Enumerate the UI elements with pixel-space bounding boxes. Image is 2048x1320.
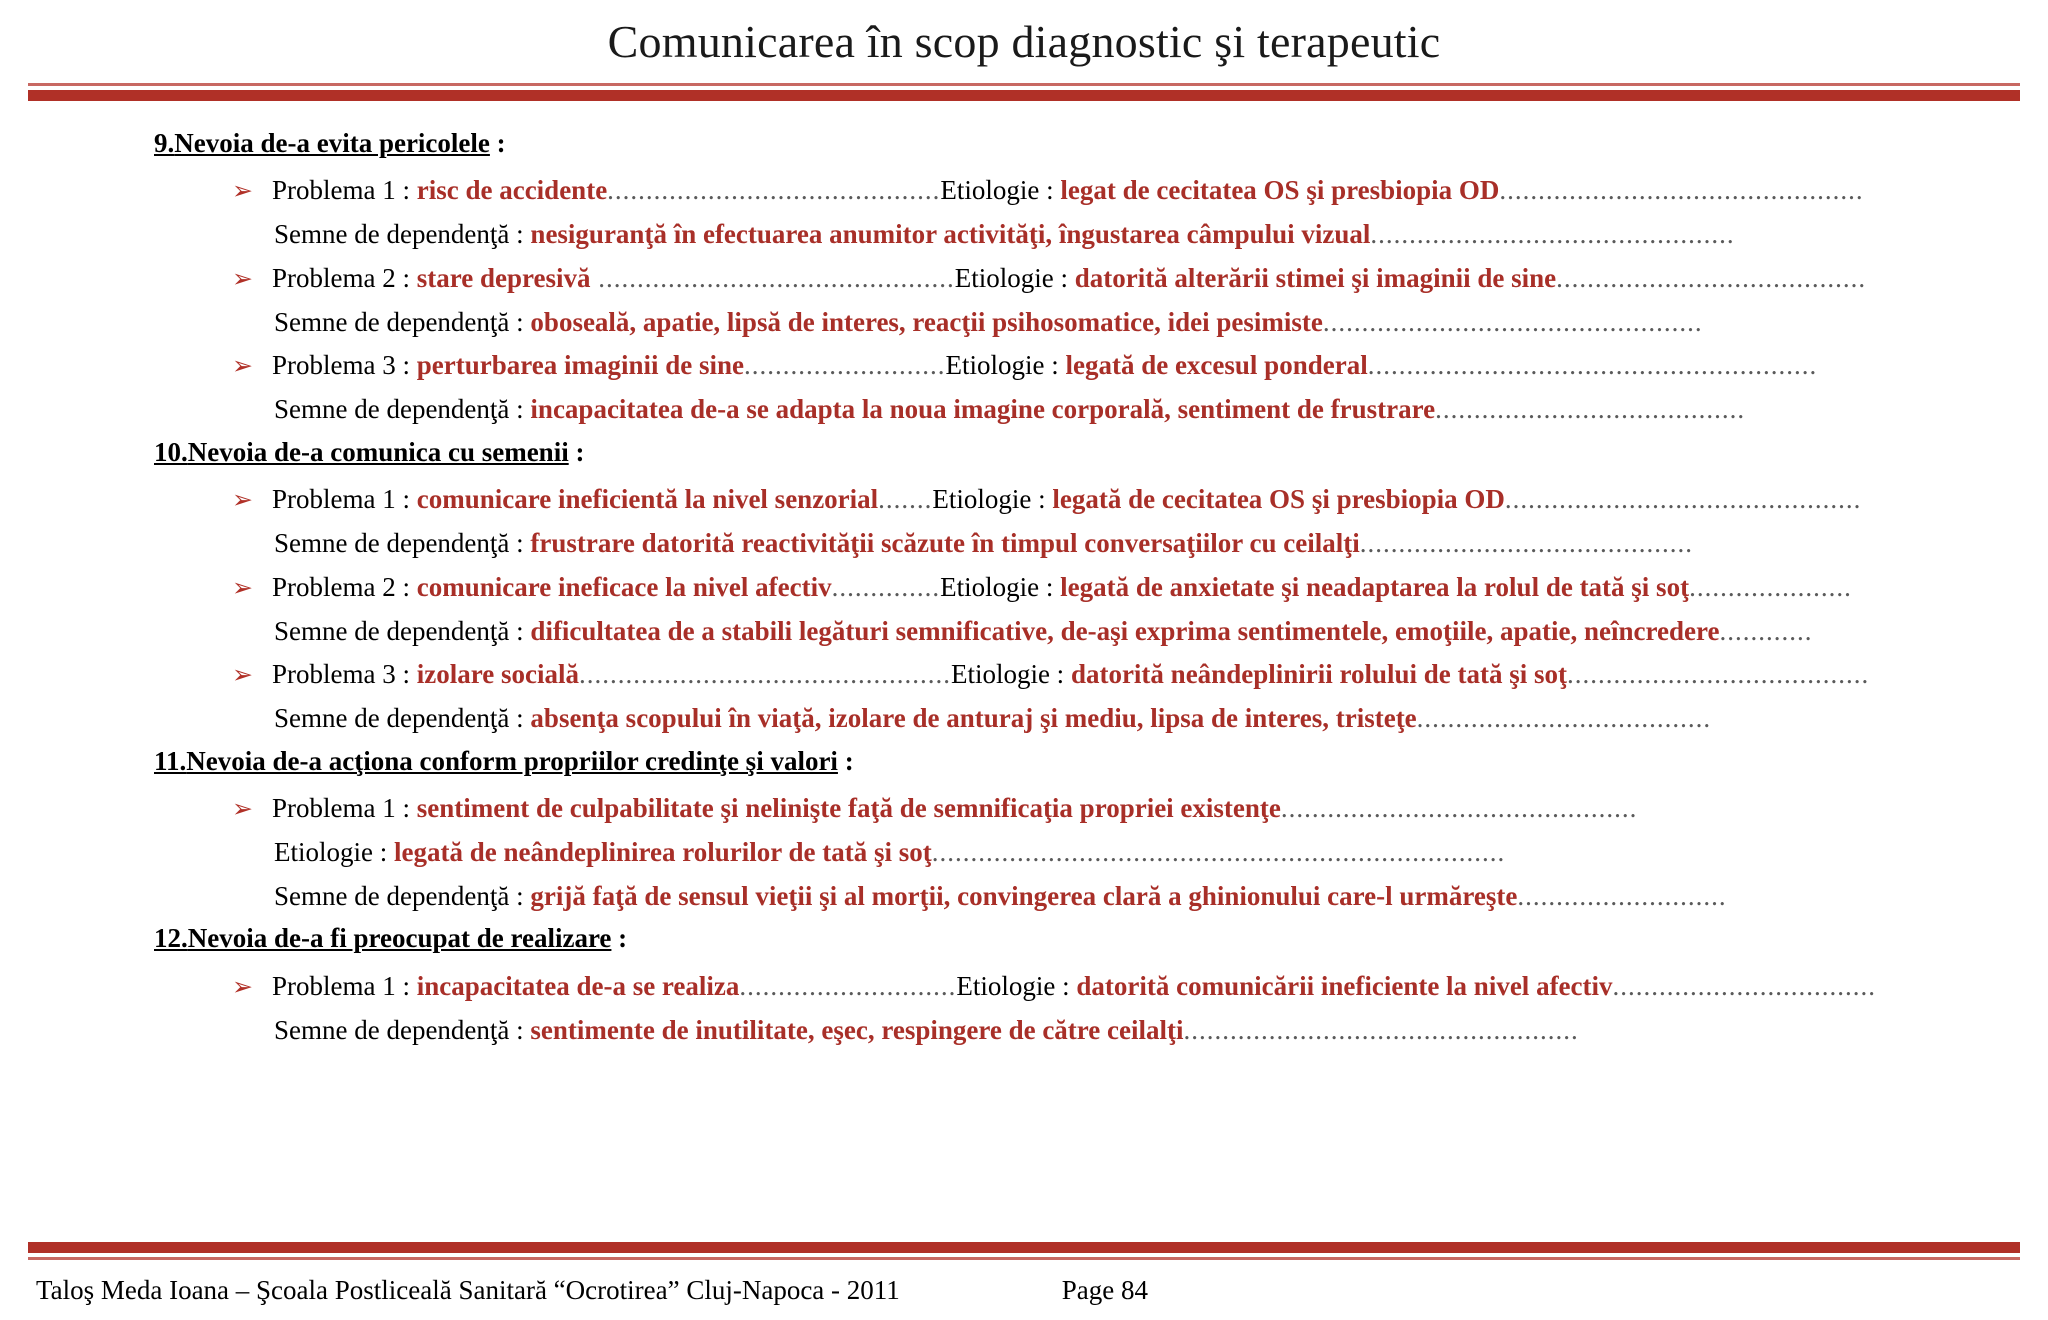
semne-label: Semne de dependenţă : [274,702,531,733]
problem-line [36,478,2012,522]
need-heading-title: Nevoia de-a evita pericolele [174,127,490,158]
problem-label: Problema 3 : [272,659,417,690]
header-divider [28,83,2020,101]
footer-divider [28,1242,2020,1260]
semne-dependenta-line [36,388,2012,432]
header-divider-thick-bar [28,90,2020,101]
dot-leader: ....................................... [1566,659,1870,690]
need-heading-number: 10. [154,436,188,467]
problem-value: perturbarea imaginii de sine [416,350,744,381]
dot-leader: .............................................. [1504,484,1862,515]
problem-line [36,257,2012,301]
dot-leader: .............................................. [1280,793,1638,824]
semne-value: nesiguranţă în efectuarea anumitor activităţi, îngustarea câmpului vizual [530,219,1371,250]
need-heading-number: 11. [154,745,187,776]
etiologie-value: legată de excesul ponderal [1065,350,1368,381]
etiologie-value: legată de anxietate şi neadaptarea la rolul de tată şi soţ [1060,571,1690,602]
semne-dependenta-line [36,875,2012,919]
etiologie-value: datorită comunicării ineficiente la nivel afectiv [1076,970,1613,1001]
semne-value: grijă faţă de sensul vieţii şi al morţii, convingerea clară a ghinionului care-l urmăreşte [530,880,1518,911]
dot-leader: ................................................... [1183,1014,1579,1045]
semne-value: dificultatea de a stabili legături semnificative, de-aşi exprima sentimentele, emoţiile, apatie, neîncredere [530,615,1720,646]
problem-value: sentiment de culpabilitate şi nelinişte faţă de semnificaţia propriei existenţe [416,793,1281,824]
problem-value: incapacitatea de-a se realiza [416,970,740,1001]
etiologie-label: Etiologie : [940,571,1061,602]
semne-value: incapacitatea de-a se adapta la noua imagine corporală, sentiment de frustrare [530,394,1436,425]
etiologie-label: Etiologie : [956,970,1077,1001]
arrow-bullet-icon: ➢ [232,176,253,206]
dot-leader: ............................................... [1499,175,1864,206]
dot-leader: ...................................... [1416,702,1712,733]
dot-leader: .............. [831,571,941,602]
dot-leader: ........................................... [1359,528,1693,559]
etiologie-label: Etiologie : [954,262,1075,293]
problem-line [36,566,2012,610]
dot-leader: ............................ [739,970,957,1001]
document-body [0,101,2048,1242]
footer-row [0,1270,2048,1311]
etiologie-label: Etiologie : [274,836,394,867]
semne-dependenta-line [36,1009,2012,1053]
need-heading-title: Nevoia de-a comunica cu semenii [187,436,569,467]
semne-dependenta-line [36,697,2012,741]
need-heading [36,432,2012,473]
header-divider-thin-line [28,83,2020,86]
etiologie-label: Etiologie : [950,659,1071,690]
page-footer [0,1242,2048,1320]
footer-page-number: Page 84 [1061,1274,1149,1305]
semne-label: Semne de dependenţă : [274,394,531,425]
semne-value: absenţa scopului în viaţă, izolare de anturaj şi mediu, lipsa de interes, tristeţe [530,702,1417,733]
semne-label: Semne de dependenţă : [274,1014,531,1045]
need-heading [36,741,2012,782]
arrow-bullet-icon: ➢ [232,794,253,824]
semne-label: Semne de dependenţă : [274,528,531,559]
problem-label: Problema 2 : [272,571,417,602]
semne-dependenta-line [36,522,2012,566]
problem-value: risc de accidente [416,175,608,206]
dot-leader: ........................................... [607,175,941,206]
problem-label: Problema 1 : [272,793,417,824]
dot-leader: ..................... [1689,571,1852,602]
semne-dependenta-line [36,213,2012,257]
arrow-bullet-icon: ➢ [232,263,253,293]
arrow-bullet-icon: ➢ [232,572,253,602]
need-heading-number: 9. [154,127,175,158]
need-heading-colon: : [837,745,854,776]
need-heading-colon: : [568,436,585,467]
dot-leader: ........................... [1517,880,1727,911]
dot-leader: ................................................. [1322,306,1703,337]
semne-dependenta-line [36,610,2012,654]
dot-leader: .......................................................................... [931,836,1506,867]
etiologie-line [36,831,2012,875]
page-title: Comunicarea în scop diagnostic şi terapeutic [607,16,1441,67]
etiologie-value: datorită alterării stimei şi imaginii de sine [1074,262,1557,293]
problem-value: stare depresivă [416,262,591,293]
arrow-bullet-icon: ➢ [232,485,253,515]
dot-leader: ................................................ [578,659,951,690]
problem-value: izolare socială [416,659,579,690]
arrow-bullet-icon: ➢ [232,971,253,1001]
dot-leader: ........................................ [1435,394,1746,425]
dot-leader: ........................................ [1556,262,1867,293]
semne-label: Semne de dependenţă : [274,219,531,250]
etiologie-label: Etiologie : [940,175,1061,206]
semne-value: oboseală, apatie, lipsă de interes, reacţii psihosomatice, idei pesimiste [530,306,1323,337]
need-heading [36,123,2012,164]
page-header [0,0,2048,101]
footer-divider-thin-line [28,1257,2020,1260]
need-heading-title: Nevoia de-a fi preocupat de realizare [187,923,612,954]
etiologie-value: legată de cecitatea OS şi presbiopia OD [1052,484,1505,515]
dot-leader: ....... [878,484,933,515]
footer-credit: Taloş Meda Ioana – Şcoala Postliceală Sanitară “Ocrotirea” Cluj-Napoca - 2011 [36,1274,900,1305]
problem-line [36,169,2012,213]
semne-dependenta-line [36,301,2012,345]
problem-label: Problema 1 : [272,175,417,206]
dot-leader: .............................................. [590,262,955,293]
need-heading-colon: : [489,127,506,158]
semne-label: Semne de dependenţă : [274,306,531,337]
semne-value: sentimente de inutilitate, eşec, respingere de către ceilalţi [530,1014,1184,1045]
problem-line [36,787,2012,831]
arrow-bullet-icon: ➢ [232,351,253,381]
semne-label: Semne de dependenţă : [274,615,531,646]
etiologie-value: legat de cecitatea OS şi presbiopia OD [1060,175,1500,206]
etiologie-value: legată de neândeplinirea rolurilor de tată şi soţ [393,836,932,867]
dot-leader: ............................................... [1370,219,1735,250]
semne-label: Semne de dependenţă : [274,880,531,911]
problem-label: Problema 1 : [272,484,417,515]
dot-leader: .......................................................... [1367,350,1818,381]
dot-leader: ............ [1719,615,1813,646]
footer-divider-thick-bar [28,1242,2020,1253]
problem-label: Problema 1 : [272,970,417,1001]
arrow-bullet-icon: ➢ [232,660,253,690]
etiologie-label: Etiologie : [945,350,1066,381]
etiologie-label: Etiologie : [932,484,1053,515]
problem-label: Problema 3 : [272,350,417,381]
problem-value: comunicare ineficientă la nivel senzorial [416,484,879,515]
need-heading-colon: : [611,923,628,954]
need-heading [36,918,2012,959]
dot-leader: .................................. [1612,970,1877,1001]
semne-value: frustrare datorită reactivităţii scăzute în timpul conversaţiilor cu ceilalţi [530,528,1360,559]
need-heading-title: Nevoia de-a acţiona conform propriilor credinţe şi valori [186,745,838,776]
problem-line [36,653,2012,697]
etiologie-value: datorită neândeplinirii rolului de tată şi soţ [1070,659,1567,690]
problem-line [36,344,2012,388]
dot-leader: .......................... [743,350,946,381]
problem-value: comunicare ineficace la nivel afectiv [416,571,832,602]
problem-label: Problema 2 : [272,262,417,293]
need-heading-number: 12. [154,923,188,954]
problem-line [36,965,2012,1009]
